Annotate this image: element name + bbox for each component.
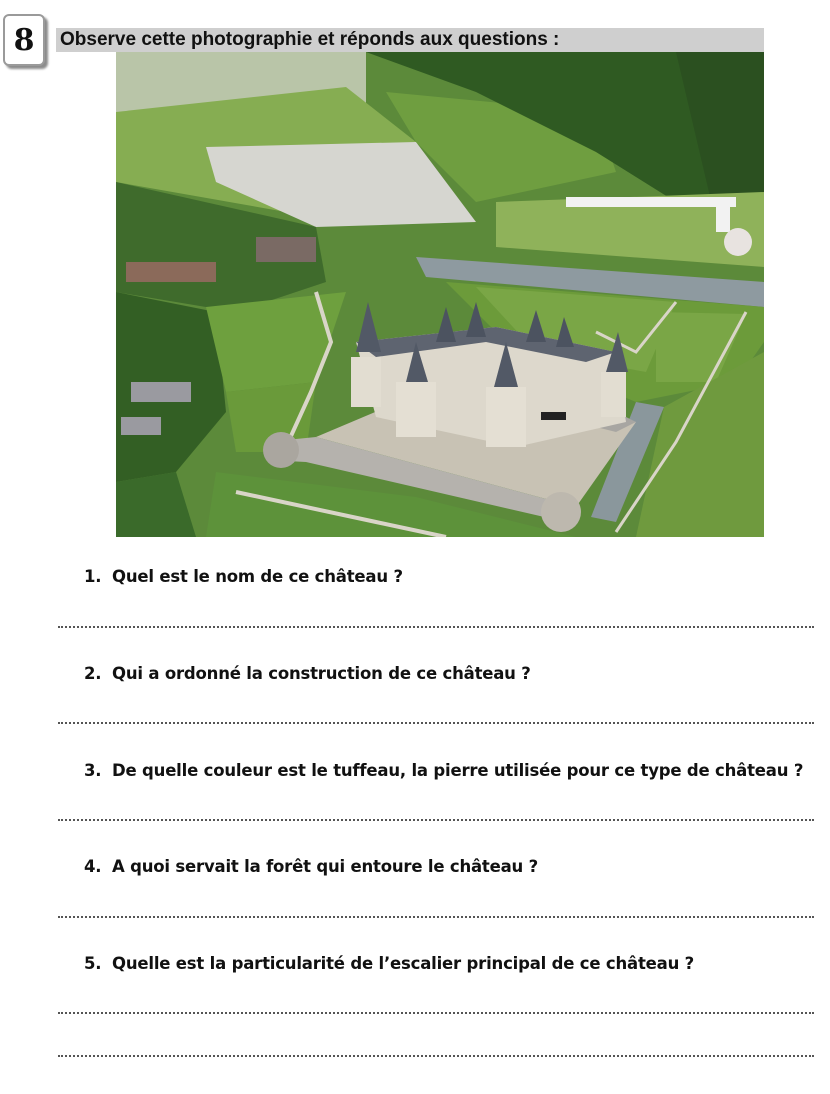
exercise-number-badge [3, 14, 45, 66]
answer-line-2[interactable] [58, 722, 814, 724]
question-2-text: Qui a ordonné la construction de ce château ? [112, 664, 531, 683]
answer-line-3[interactable] [58, 819, 814, 821]
question-3-number: 3. [84, 761, 102, 780]
chateau-photograph [116, 52, 764, 537]
question-4-number: 4. [84, 857, 102, 876]
exercise-number: 8 [13, 22, 35, 58]
question-5-text: Quelle est la particularité de l’escalier principal de ce château ? [112, 954, 695, 973]
question-3 [84, 761, 803, 780]
answer-line-1[interactable] [58, 626, 814, 628]
question-1 [84, 567, 403, 586]
answer-line-5b[interactable] [58, 1055, 814, 1057]
answer-line-4[interactable] [58, 916, 814, 918]
question-5-number: 5. [84, 954, 102, 973]
question-5 [84, 954, 694, 973]
instruction-bar [56, 28, 764, 52]
question-2 [84, 664, 531, 683]
question-1-number: 1. [84, 567, 102, 586]
answer-line-5a[interactable] [58, 1012, 814, 1014]
question-3-text: De quelle couleur est le tuffeau, la pierre utilisée pour ce type de château ? [112, 761, 804, 780]
question-4 [84, 857, 538, 876]
question-4-text: A quoi servait la forêt qui entoure le château ? [112, 857, 539, 876]
instruction-title: Observe cette photographie et réponds aux questions : [60, 29, 560, 50]
question-2-number: 2. [84, 664, 102, 683]
question-1-text: Quel est le nom de ce château ? [112, 567, 403, 586]
